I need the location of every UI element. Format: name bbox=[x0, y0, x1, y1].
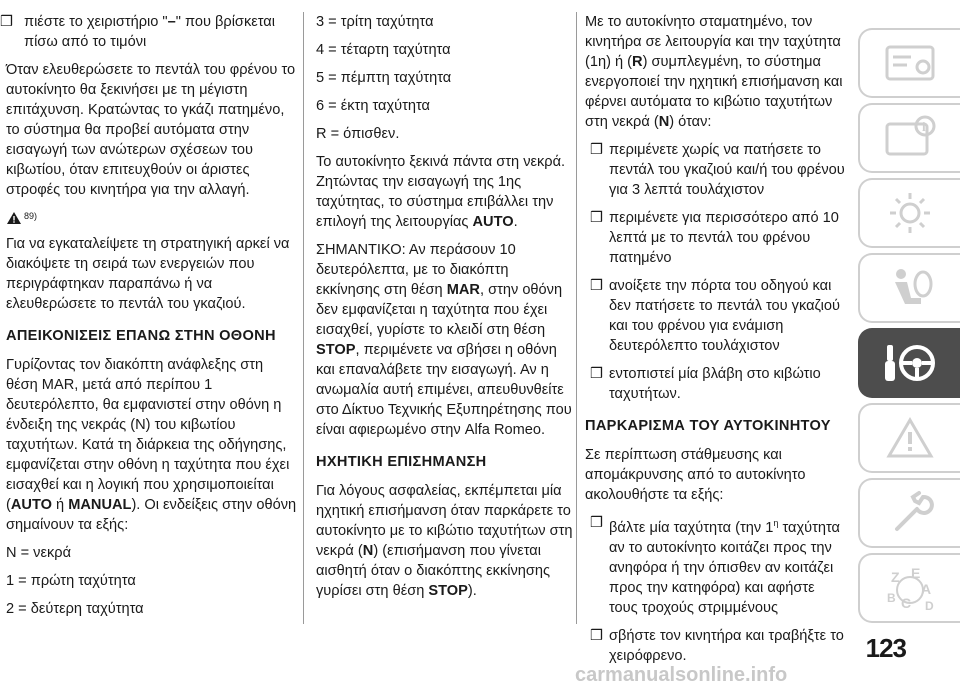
maintenance-tab[interactable] bbox=[858, 478, 960, 548]
list-item: ❒ ανοίξετε την πόρτα του οδηγού και δεν πατήσετε το πεντάλ του γκαζιού και του φρένου για ενάμιση δευτερόλεπτο τουλάχιστον bbox=[590, 278, 841, 354]
list-item bbox=[0, 12, 298, 52]
warning-emergency-icon bbox=[881, 414, 939, 462]
svg-text:E: E bbox=[911, 565, 921, 581]
svg-text:D: D bbox=[925, 599, 934, 612]
wrench-maintenance-icon bbox=[881, 489, 939, 537]
list-item: ❒ περιμένετε για περισσότερο από 10 λεπτά με το πεντάλ του φρένου πατημένο bbox=[590, 210, 839, 266]
checkbox-bullet-icon: ❒ bbox=[590, 210, 604, 226]
gear-line: 5 = πέμπτη ταχύτητα bbox=[316, 70, 452, 86]
car-info-icon bbox=[881, 114, 939, 162]
svg-text:C: C bbox=[901, 595, 912, 611]
column-2 bbox=[316, 12, 573, 609]
list-item: ❒ βάλτε μία ταχύτητα (την $1^\eta$ ταχύτητα αν το αυτοκίνητο κοιτάζει προς την ανηφόρα ή την όπισθεν αν κοιτάζει προς την κατηφόρα) και αφήστε τους τροχούς στριμμένους bbox=[590, 515, 840, 616]
column-1 bbox=[0, 12, 298, 627]
svg-text:B: B bbox=[887, 591, 896, 605]
section-heading: ΠΑΡΚΑΡΙΣΜΑ ΤΟΥ ΑΥΤΟΚΙΝΗΤΟΥ bbox=[585, 418, 831, 434]
paragraph: Όταν ελευθερώσετε το πεντάλ του φρένου το αυτοκίνητο θα ξεκινήσει με τη μέγιστη επιτάχυνση. Κρατώντας το γκάζι πατημένο, το σύστημα θα προβεί αυτόματα στην εισαγωγή των ανώτερων σχέσεων του κιβωτίου, όταν επιτευχθούν οι άριστες στροφές του κινητήρα για την αλλαγή. bbox=[6, 62, 296, 198]
checkbox-bullet-icon: ❒ bbox=[590, 278, 604, 294]
section-heading: ΑΠΕΙΚΟΝΙΣΕΙΣ ΕΠΑΝΩ ΣΤΗΝ ΟΘΟΝΗ bbox=[6, 328, 276, 344]
svg-text:Z: Z bbox=[891, 569, 900, 585]
warning-ref-number: 89) bbox=[24, 211, 38, 221]
gear-line: 2 = δεύτερη ταχύτητα bbox=[6, 601, 144, 617]
checkbox-bullet-icon: ❒ bbox=[590, 366, 604, 382]
info-tab[interactable] bbox=[858, 103, 960, 173]
checkbox-bullet-icon: ❒ bbox=[0, 14, 14, 30]
gear-line: 6 = έκτη ταχύτητα bbox=[316, 98, 430, 114]
paragraph: Για να εγκαταλείψετε τη στρατηγική αρκεί να διακόψετε τη σειρά των ενεργειών που περιγράφτηκαν παραπάνω ή να ελευθερώσετε το πεντάλ του γκαζιού. bbox=[6, 236, 290, 312]
steering-wheel-key-icon bbox=[881, 339, 939, 387]
paragraph: Το αυτοκίνητο ξεκινά πάντα στη νεκρά. Ζητώντας την εισαγωγή της 1ης ταχύτητας, το σύστημα επιβάλλει την επιλογή της λειτουργίας AUTO. bbox=[316, 154, 566, 230]
lights-tab[interactable] bbox=[858, 178, 960, 248]
paragraph: Γυρίζοντας τον διακόπτη ανάφλεξης στη θέση MAR, μετά από περίπου 1 δευτερόλεπτο, θα εμφανιστεί στην οθόνη η ένδειξη της νεκράς (N) του κιβωτίου ταχυτήτων. Κατά τη διάρκεια της οδήγησης, εμφανίζεται στην οθόνη η ταχύτητα που έχει εισαχθεί και η λογική που χρησιμοποιείται (AUTO ή MANUAL). Οι ενδείξεις στην οθόνη σημαίνουν τα εξής: bbox=[6, 357, 297, 533]
column-divider bbox=[303, 12, 304, 624]
start-drive-tab[interactable] bbox=[858, 328, 960, 398]
column-3 bbox=[585, 12, 845, 674]
checkbox-bullet-icon: ❒ bbox=[590, 142, 604, 158]
paragraph: Με το αυτοκίνητο σταματημένο, τον κινητήρα σε λειτουργία και την ταχύτητα (1η) ή (R) συμπλεγμένη, το σύστημα ενεργοποιεί την ηχητική επισήμανση και φέρνει αυτόματα το κιβώτιο ταχυτήτων στη νεκρά (N) όταν: bbox=[585, 14, 843, 130]
gear-line: 1 = πρώτη ταχύτητα bbox=[6, 573, 136, 589]
gear-line: R = όπισθεν. bbox=[316, 126, 400, 142]
index-tab[interactable] bbox=[858, 553, 960, 623]
dashboard-tab[interactable] bbox=[858, 28, 960, 98]
section-heading: ΗΧΗΤΙΚΗ ΕΠΙΣΗΜΑΝΣΗ bbox=[316, 454, 487, 470]
alphabet-index-icon bbox=[881, 564, 939, 612]
gear-line: 4 = τέταρτη ταχύτητα bbox=[316, 42, 451, 58]
gear-line: 3 = τρίτη ταχύτητα bbox=[316, 14, 434, 30]
paragraph: Σε περίπτωση στάθμευσης και απομάκρυνσης από το αυτοκίνητο ακολουθήστε τα εξής: bbox=[585, 447, 806, 503]
paragraph: ΣΗΜΑΝΤΙΚΟ: Αν περάσουν 10 δευτερόλεπτα, με το διακόπτη εκκίνησης στη θέση MAR, στην οθόνη δεν εμφανίζεται η ταχύτητα που έχει εισαχθεί, γυρίστε το κλειδί στη θέση STOP, περιμένετε να σβήσει η οθόνη και επαναλάβετε την εισαγωγή. Αν η ανωμαλία αυτή επιμένει, απευθυνθείτε στο Δίκτυο Τεχνικής Εξυπηρέτησης που είναι αφιερωμένο στην Alfa Romeo. bbox=[316, 242, 572, 438]
column-divider bbox=[576, 12, 577, 624]
airbag-safety-icon bbox=[881, 264, 939, 312]
bullet-text: πιέστε το χειριστήριο "–" που βρίσκεται πίσω από το τιμόνι bbox=[24, 14, 275, 50]
paragraph: Για λόγους ασφαλείας, εκπέμπεται μία ηχητική επισήμανση όταν παρκάρετε το αυτοκίνητο με το κιβώτιο ταχυτήτων στη νεκρά (N) (επισήμανση που γίνεται αισθητή όταν ο διακόπτης εκκίνησης γυρίσει στη θέση STOP). bbox=[316, 483, 573, 599]
emergency-tab[interactable] bbox=[858, 403, 960, 473]
warning-triangle-icon bbox=[6, 211, 22, 225]
checkbox-bullet-icon: ❒ bbox=[590, 515, 604, 531]
list-item: ❒ περιμένετε χωρίς να πατήσετε το πεντάλ του γκαζιού και/ή του φρένου για 3 λεπτά τουλάχιστον bbox=[590, 142, 845, 198]
safety-tab[interactable] bbox=[858, 253, 960, 323]
svg-text:A: A bbox=[921, 581, 932, 597]
sun-lights-icon bbox=[881, 189, 939, 237]
warning-reference bbox=[6, 208, 298, 228]
gear-line: N = νεκρά bbox=[6, 545, 72, 561]
svg-text:i: i bbox=[922, 119, 926, 134]
watermark: carmanualsonline.info bbox=[575, 664, 788, 686]
checkbox-bullet-icon: ❒ bbox=[590, 627, 604, 644]
list-item: ❒ σβήστε τον κινητήρα και τραβήξτε το χειρόφρενο. bbox=[590, 627, 844, 664]
list-item: ❒ εντοπιστεί μία βλάβη στο κιβώτιο ταχυτήτων. bbox=[590, 366, 821, 402]
page-number: 123 bbox=[865, 633, 906, 663]
car-dashboard-icon bbox=[881, 39, 939, 87]
